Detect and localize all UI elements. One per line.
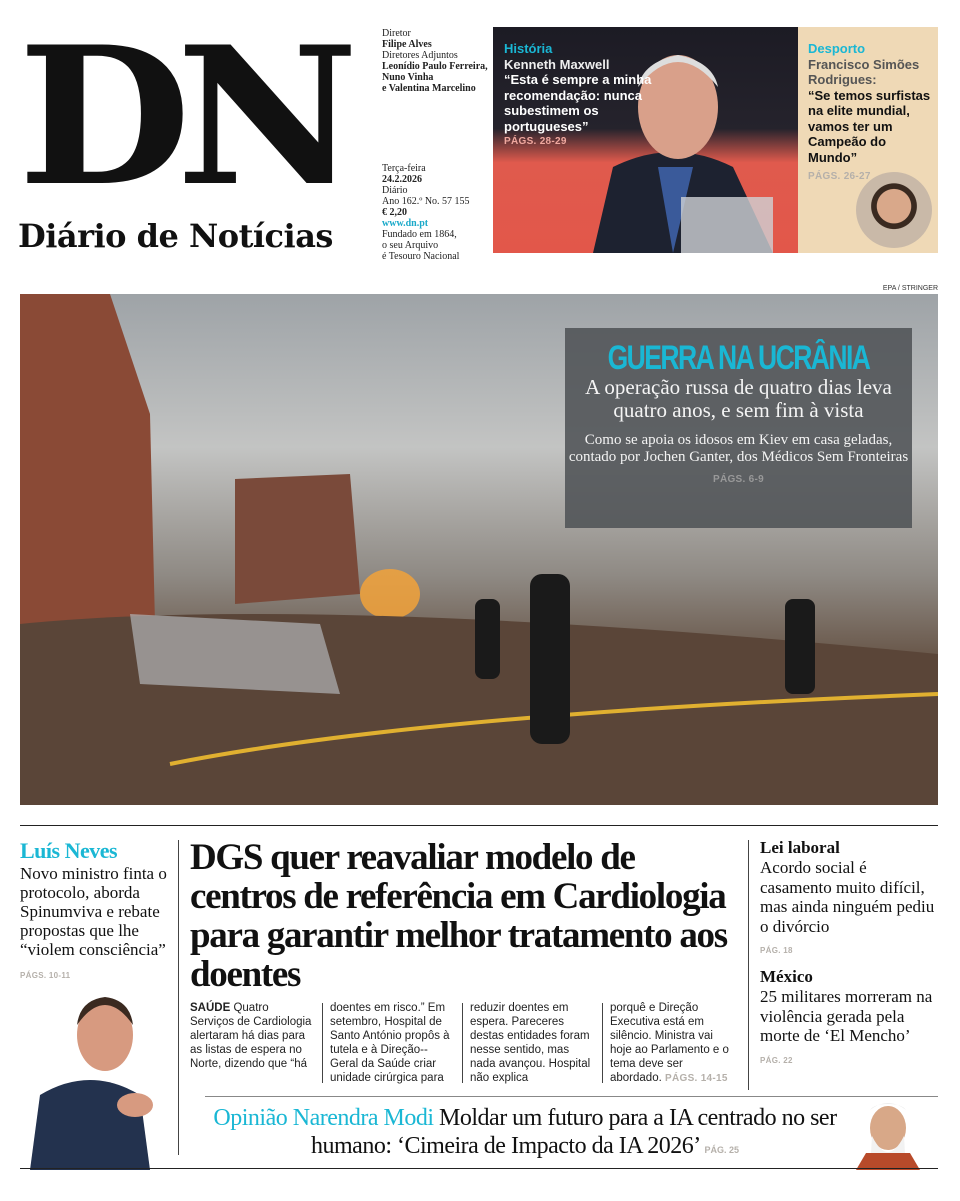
divider (20, 1168, 938, 1169)
frequency: Diário (382, 185, 408, 196)
body-column (190, 1001, 315, 1071)
promo-quote: “Esta é sempre a minha recomendação: nunca subestimem os portugueses” (504, 72, 652, 134)
opinion-teaser[interactable] (205, 1104, 845, 1164)
left-story[interactable] (20, 840, 170, 980)
promo-sport[interactable] (798, 27, 938, 253)
promo-name: Francisco Simões Rodrigues: (808, 56, 920, 87)
main-headline[interactable]: DGS quer reavaliar modelo de centros de referência em Cardiologia para garantir melhor tratamento aos doentes (190, 837, 727, 995)
story-pages: PÁGS. 10-11 (20, 971, 71, 980)
issue-number: Ano 162.º No. 57 155 (382, 196, 470, 207)
body-text: porquê e Direção Executiva está em silêncio. Ministra vai hoje ao Parlamento e o tema deve ser abordado. (610, 1002, 729, 1084)
weekday: Terça-feira (382, 163, 426, 174)
promo-pages: PÁGS. 28-29 (504, 136, 567, 147)
photo-credit: EPA / STRINGER (882, 285, 938, 292)
date: 24.2.2026 (382, 174, 422, 185)
story-text: Acordo social é casamento muito difícil, mas ainda ninguém pediu o divórcio (760, 858, 935, 936)
divider (178, 840, 179, 1155)
issue-box (382, 163, 470, 262)
opinion-pages: PÁG. 25 (704, 1145, 739, 1155)
founded-line: Fundado em 1864, (382, 229, 457, 240)
director-label: Diretor (382, 28, 411, 39)
promo-name: Kenneth Maxwell (504, 56, 610, 72)
price: € 2,20 (382, 207, 407, 218)
story-kicker: Luís Neves (20, 838, 118, 863)
story-pages: PÁG. 22 (760, 1055, 793, 1065)
column-divider (322, 1003, 323, 1083)
website-link[interactable]: www.dn.pt (382, 218, 429, 229)
column-divider (602, 1003, 603, 1083)
founded-line: é Tesouro Nacional (382, 251, 460, 262)
deputies-label: Diretores Adjuntos (382, 50, 458, 61)
promo-pages: PÁGS. 26-27 (808, 171, 871, 182)
opinion-title: Moldar um futuro para a IA centrado no ser humano: ‘Cimeira de Impacto da IA 2026’ (311, 1105, 837, 1159)
deputy: e Valentina Marcelino (382, 83, 476, 94)
story-kicker: Lei laboral (760, 838, 840, 857)
promo-quote: “Se temos surfistas na elite mundial, vamos ter um Campeão do Mundo” (808, 87, 931, 165)
divider (205, 1096, 938, 1097)
body-column: doentes em risco.” Em setembro, Hospital de Santo António propôs à tutela e à Direção--Geral da Saúde criar unidade cirúrgica para (330, 1002, 450, 1084)
logo-letters: DN (18, 5, 344, 228)
column-divider (462, 1003, 463, 1083)
narendra-modi-photo (852, 1098, 924, 1170)
opinion-author: Narendra Modi (292, 1105, 434, 1131)
promo-history[interactable] (493, 27, 798, 253)
hero-kicker: GUERRA NA UCRÂNIA (607, 339, 870, 377)
staff-box (382, 28, 488, 94)
story-pages: PÁG. 18 (760, 946, 793, 955)
body-text: Quatro Serviços de Cardiologia alertaram há dias para as listas de espera no Norte, dizendo que “há (190, 1002, 312, 1070)
body-column (610, 1001, 735, 1086)
story-pages: PÁGS. 14-15 (665, 1073, 728, 1084)
section-label: SAÚDE (190, 1002, 231, 1014)
logo-name: Diário de Notícias (18, 217, 333, 255)
promo-kicker: História (504, 41, 553, 56)
promo-text (808, 41, 933, 185)
founded-line: o seu Arquivo (382, 240, 439, 251)
divider (20, 825, 938, 826)
right-story[interactable] (760, 838, 938, 955)
deputy: Nuno Vinha (382, 72, 434, 83)
hero-overlay[interactable] (565, 328, 912, 528)
story-text: 25 militares morreram na violência gerada pela morte de ‘El Mencho’ (760, 987, 933, 1045)
story-kicker: México (760, 967, 813, 986)
hero-pages: PÁGS. 6-9 (712, 474, 765, 485)
body-column: reduzir doentes em espera. Pareceres destas entidades foram nesse sentido, mas nada avançou. Hospital não explica (470, 1002, 591, 1084)
right-stories (760, 838, 938, 1077)
luis-neves-photo (20, 985, 168, 1170)
promo-kicker: Desporto (808, 41, 866, 56)
francisco-simoes-rodrigues-photo (856, 172, 932, 248)
director: Filipe Alves (382, 39, 432, 50)
right-story[interactable] (760, 967, 938, 1065)
divider (748, 840, 749, 1090)
opinion-kicker: Opinião (213, 1105, 288, 1131)
deputy: Leonídio Paulo Ferreira, (382, 61, 488, 72)
hero-headline: A operação russa de quatro dias leva quatro anos, e sem fim à vista (585, 375, 892, 422)
story-text: Novo ministro finta o protocolo, aborda Spinumviva e rebate propostas que lhe “violem consciência” (20, 864, 167, 959)
hero-subheadline: Como se apoia os idosos em Kiev em casa geladas, contado por Jochen Ganter, dos Médicos Sem Fronteiras (568, 432, 909, 465)
logo (18, 5, 344, 257)
promo-text (504, 41, 654, 150)
